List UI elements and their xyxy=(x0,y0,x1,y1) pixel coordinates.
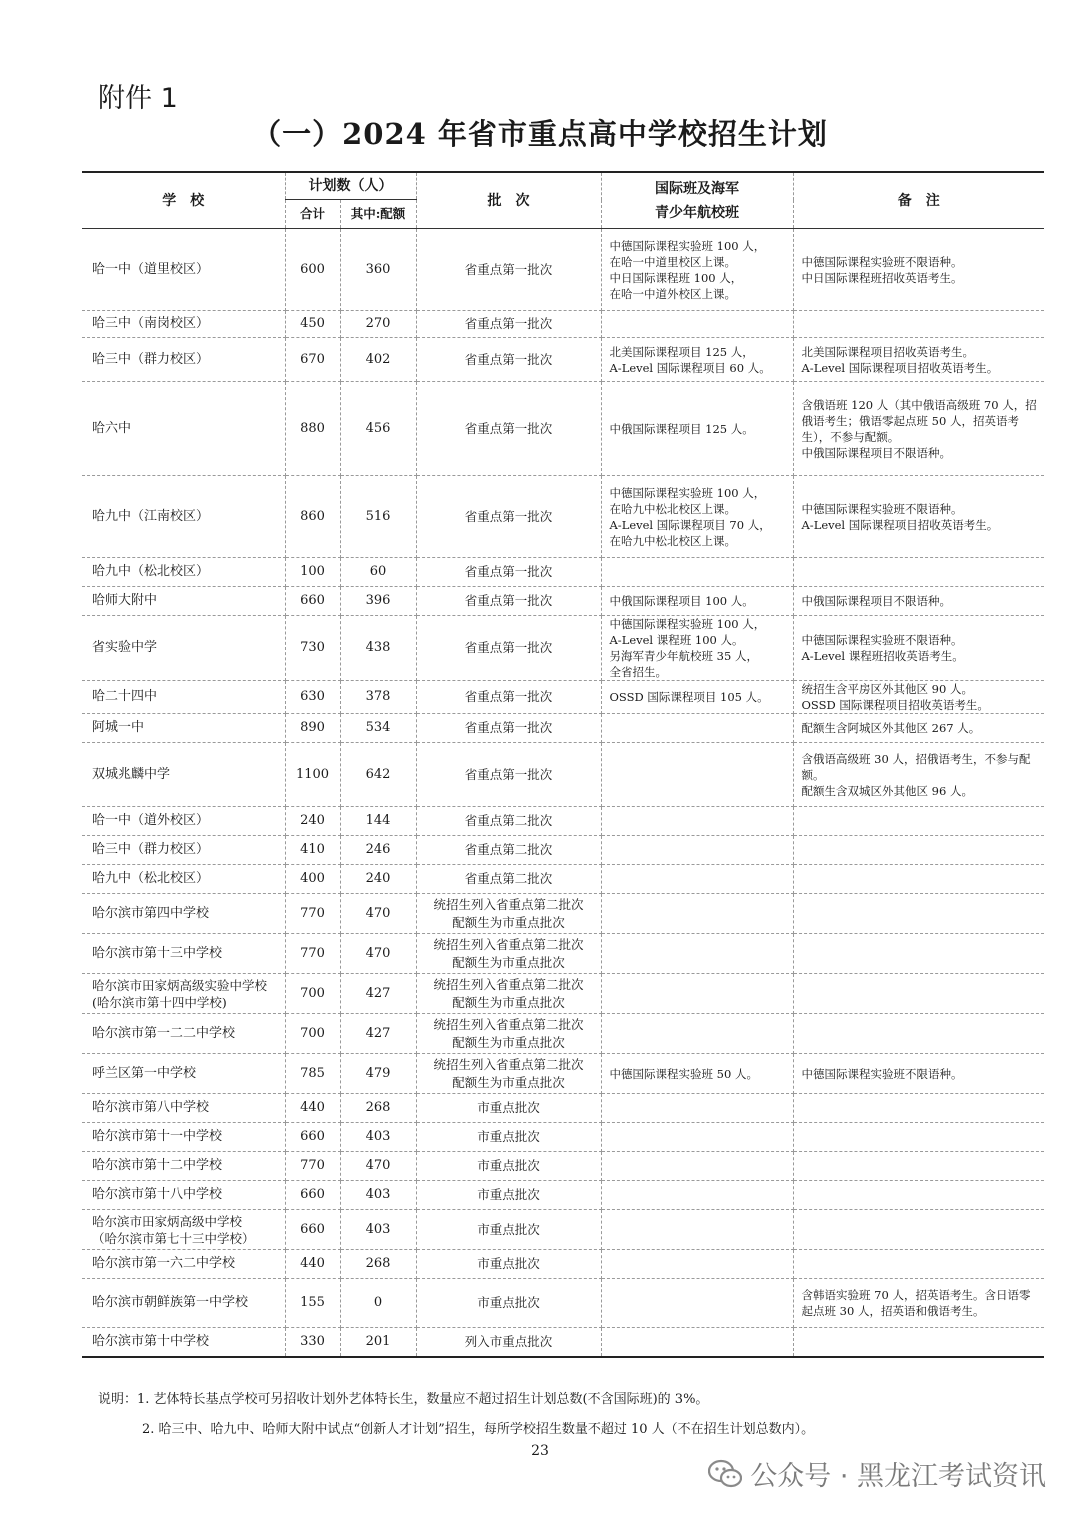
table-row xyxy=(82,338,1044,382)
intl-class-cell xyxy=(601,558,793,587)
batch-cell: 省重点第一批次 xyxy=(416,681,601,714)
note-cell xyxy=(793,558,1044,587)
table-row xyxy=(82,1123,1044,1152)
intl-class-cell xyxy=(601,894,793,934)
intl-class-cell xyxy=(601,1210,793,1250)
total-cell: 860 xyxy=(285,476,340,558)
watermark-text: 公众号 · 黑龙江考试资讯 xyxy=(750,1461,1046,1492)
total-cell: 240 xyxy=(285,807,340,836)
table-row xyxy=(82,558,1044,587)
total-cell: 660 xyxy=(285,1123,340,1152)
note-cell xyxy=(793,934,1044,974)
batch-cell: 市重点批次 xyxy=(416,1210,601,1250)
header-intl xyxy=(601,172,793,229)
note-cell: 配额生含阿城区外其他区 267 人。 xyxy=(793,714,1044,743)
quota-cell: 0 xyxy=(340,1279,416,1328)
quota-cell: 396 xyxy=(340,587,416,616)
table-row xyxy=(82,1279,1044,1328)
batch-cell: 统招生列入省重点第二批次 配额生为市重点批次 xyxy=(416,894,601,934)
note-cell: 中德国际课程实验班不限语种。 中日国际课程班招收英语考生。 xyxy=(793,229,1044,311)
batch-cell: 市重点批次 xyxy=(416,1250,601,1279)
intl-class-cell xyxy=(601,1123,793,1152)
header-plan: 计划数（人） xyxy=(285,172,416,200)
quota-cell: 268 xyxy=(340,1250,416,1279)
school-cell: 哈三中（群力校区） xyxy=(82,338,285,382)
note-cell xyxy=(793,1152,1044,1181)
intl-class-cell xyxy=(601,311,793,338)
quota-cell: 427 xyxy=(340,974,416,1014)
total-cell: 660 xyxy=(285,1210,340,1250)
quota-cell: 427 xyxy=(340,1014,416,1054)
table-row xyxy=(82,894,1044,934)
batch-cell: 统招生列入省重点第二批次 配额生为市重点批次 xyxy=(416,1014,601,1054)
table-row xyxy=(82,1014,1044,1054)
total-cell: 630 xyxy=(285,681,340,714)
batch-cell: 市重点批次 xyxy=(416,1279,601,1328)
batch-cell: 省重点第一批次 xyxy=(416,558,601,587)
batch-cell: 省重点第一批次 xyxy=(416,587,601,616)
note-cell xyxy=(793,1181,1044,1210)
quota-cell: 246 xyxy=(340,836,416,865)
batch-cell: 市重点批次 xyxy=(416,1181,601,1210)
batch-cell: 省重点第二批次 xyxy=(416,865,601,894)
school-cell: 呼兰区第一中学校 xyxy=(82,1054,285,1094)
school-cell: 哈尔滨市第十二中学校 xyxy=(82,1152,285,1181)
school-cell: 哈尔滨市朝鲜族第一中学校 xyxy=(82,1279,285,1328)
intl-class-cell: 中德国际课程实验班 50 人。 xyxy=(601,1054,793,1094)
school-cell: 哈尔滨市第十三中学校 xyxy=(82,934,285,974)
note-cell: 中德国际课程实验班不限语种。 A-Level 国际课程项目招收英语考生。 xyxy=(793,476,1044,558)
total-cell: 785 xyxy=(285,1054,340,1094)
intl-class-cell xyxy=(601,836,793,865)
table-row xyxy=(82,1054,1044,1094)
table-row xyxy=(82,311,1044,338)
header-intl-line2: 青少年航校班 xyxy=(655,204,739,221)
school-cell: 哈一中（道外校区） xyxy=(82,807,285,836)
total-cell: 880 xyxy=(285,382,340,476)
table-row xyxy=(82,382,1044,476)
note-cell xyxy=(793,807,1044,836)
batch-cell: 列入市重点批次 xyxy=(416,1328,601,1357)
quota-cell: 470 xyxy=(340,934,416,974)
school-cell: 哈尔滨市第十中学校 xyxy=(82,1328,285,1357)
intl-class-cell: 北美国际课程项目 125 人， A-Level 国际课程项目 60 人。 xyxy=(601,338,793,382)
wechat-icon xyxy=(708,1459,742,1489)
table-row xyxy=(82,1181,1044,1210)
quota-cell: 470 xyxy=(340,1152,416,1181)
quota-cell: 144 xyxy=(340,807,416,836)
table-row xyxy=(82,1250,1044,1279)
attachment-label: 附件 1 xyxy=(98,83,178,114)
note-cell xyxy=(793,974,1044,1014)
batch-cell: 省重点第一批次 xyxy=(416,616,601,681)
table-row xyxy=(82,1328,1044,1357)
table-row xyxy=(82,714,1044,743)
note-cell xyxy=(793,1094,1044,1123)
table-row xyxy=(82,1210,1044,1250)
header-total: 合计 xyxy=(285,200,340,229)
school-cell: 哈尔滨市第十八中学校 xyxy=(82,1181,285,1210)
total-cell: 330 xyxy=(285,1328,340,1357)
quota-cell: 438 xyxy=(340,616,416,681)
table-row xyxy=(82,836,1044,865)
header-quota: 其中:配额 xyxy=(340,200,416,229)
table-row xyxy=(82,1094,1044,1123)
school-cell: 省实验中学 xyxy=(82,616,285,681)
batch-cell: 省重点第二批次 xyxy=(416,836,601,865)
quota-cell: 534 xyxy=(340,714,416,743)
intl-class-cell xyxy=(601,1328,793,1357)
header-note: 备 注 xyxy=(793,172,1044,229)
quota-cell: 403 xyxy=(340,1210,416,1250)
batch-cell: 省重点第一批次 xyxy=(416,311,601,338)
intl-class-cell xyxy=(601,974,793,1014)
total-cell: 730 xyxy=(285,616,340,681)
school-cell: 哈尔滨市第四中学校 xyxy=(82,894,285,934)
school-cell: 哈尔滨市第十一中学校 xyxy=(82,1123,285,1152)
total-cell: 770 xyxy=(285,1152,340,1181)
table-row xyxy=(82,681,1044,714)
quota-cell: 60 xyxy=(340,558,416,587)
total-cell: 770 xyxy=(285,894,340,934)
total-cell: 400 xyxy=(285,865,340,894)
intl-class-cell xyxy=(601,714,793,743)
total-cell: 660 xyxy=(285,587,340,616)
table-row xyxy=(82,934,1044,974)
total-cell: 890 xyxy=(285,714,340,743)
batch-cell: 统招生列入省重点第二批次 配额生为市重点批次 xyxy=(416,1054,601,1094)
note-cell xyxy=(793,1210,1044,1250)
intl-class-cell xyxy=(601,807,793,836)
total-cell: 410 xyxy=(285,836,340,865)
quota-cell: 403 xyxy=(340,1123,416,1152)
intl-class-cell: 中德国际课程实验班 100 人， 在哈一中道里校区上课。 中日国际课程班 100 人， 在哈一中道外校区上课。 xyxy=(601,229,793,311)
quota-cell: 642 xyxy=(340,743,416,807)
intl-class-cell: 中俄国际课程项目 100 人。 xyxy=(601,587,793,616)
quota-cell: 456 xyxy=(340,382,416,476)
quota-cell: 270 xyxy=(340,311,416,338)
batch-cell: 省重点第一批次 xyxy=(416,338,601,382)
table-row xyxy=(82,743,1044,807)
note-cell: 中德国际课程实验班不限语种。 A-Level 课程班招收英语考生。 xyxy=(793,616,1044,681)
batch-cell: 省重点第一批次 xyxy=(416,743,601,807)
table-row xyxy=(82,476,1044,558)
total-cell: 450 xyxy=(285,311,340,338)
note-cell: 含俄语班 120 人（其中俄语高级班 70 人，招俄语考生；俄语零起点班 50 人，招英语考生），不参与配额。 中俄国际课程项目不限语种。 xyxy=(793,382,1044,476)
quota-cell: 201 xyxy=(340,1328,416,1357)
quota-cell: 403 xyxy=(340,1181,416,1210)
batch-cell: 省重点第一批次 xyxy=(416,476,601,558)
school-cell: 哈三中（南岗校区） xyxy=(82,311,285,338)
table-row xyxy=(82,1152,1044,1181)
quota-cell: 240 xyxy=(340,865,416,894)
intl-class-cell: OSSD 国际课程项目 105 人。 xyxy=(601,681,793,714)
batch-cell: 市重点批次 xyxy=(416,1123,601,1152)
intl-class-cell xyxy=(601,1181,793,1210)
watermark xyxy=(708,1454,1046,1493)
note-cell xyxy=(793,1014,1044,1054)
intl-class-cell xyxy=(601,743,793,807)
page-number: 23 xyxy=(531,1443,549,1459)
batch-cell: 省重点第二批次 xyxy=(416,807,601,836)
total-cell: 600 xyxy=(285,229,340,311)
school-cell: 哈尔滨市田家炳高级实验中学校 (哈尔滨市第十四中学校) xyxy=(82,974,285,1014)
total-cell: 700 xyxy=(285,974,340,1014)
total-cell: 155 xyxy=(285,1279,340,1328)
table-row xyxy=(82,865,1044,894)
intl-class-cell xyxy=(601,1152,793,1181)
note-cell xyxy=(793,1123,1044,1152)
batch-cell: 市重点批次 xyxy=(416,1094,601,1123)
page-title: （一）2024 年省市重点高中学校招生计划 xyxy=(252,117,828,151)
intl-class-cell xyxy=(601,1014,793,1054)
note-cell xyxy=(793,894,1044,934)
header-batch: 批 次 xyxy=(416,172,601,229)
table-row xyxy=(82,807,1044,836)
explanation-2: 2. 哈三中、哈九中、哈师大附中试点“创新人才计划”招生，每所学校招生数量不超过 10 人（不在招生计划总数内）。 xyxy=(142,1422,815,1437)
explanation-1: 说明：1. 艺体特长基点学校可另招收计划外艺体特长生，数量应不超过招生计划总数(不含国际班)的 3%。 xyxy=(98,1392,709,1407)
note-cell: 含韩语实验班 70 人，招英语考生。含日语零起点班 30 人，招英语和俄语考生。 xyxy=(793,1279,1044,1328)
note-cell: 中俄国际课程项目不限语种。 xyxy=(793,587,1044,616)
school-cell: 哈九中（松北校区） xyxy=(82,865,285,894)
note-cell: 统招生含平房区外其他区 90 人。 OSSD 国际课程项目招收英语考生。 xyxy=(793,681,1044,714)
batch-cell: 统招生列入省重点第二批次 配额生为市重点批次 xyxy=(416,974,601,1014)
enrollment-plan-table xyxy=(82,171,1044,1358)
quota-cell: 479 xyxy=(340,1054,416,1094)
quota-cell: 268 xyxy=(340,1094,416,1123)
note-cell xyxy=(793,1250,1044,1279)
intl-class-cell: 中德国际课程实验班 100 人， 在哈九中松北校区上课。 A-Level 国际课程项目 70 人， 在哈九中松北校区上课。 xyxy=(601,476,793,558)
total-cell: 100 xyxy=(285,558,340,587)
total-cell: 670 xyxy=(285,338,340,382)
note-cell xyxy=(793,865,1044,894)
total-cell: 440 xyxy=(285,1250,340,1279)
total-cell: 440 xyxy=(285,1094,340,1123)
school-cell: 阿城一中 xyxy=(82,714,285,743)
batch-cell: 省重点第一批次 xyxy=(416,382,601,476)
total-cell: 660 xyxy=(285,1181,340,1210)
school-cell: 哈一中（道里校区） xyxy=(82,229,285,311)
note-cell: 北美国际课程项目招收英语考生。 A-Level 国际课程项目招收英语考生。 xyxy=(793,338,1044,382)
header-intl-line1: 国际班及海军 xyxy=(655,180,739,197)
school-cell: 哈尔滨市第一二二中学校 xyxy=(82,1014,285,1054)
intl-class-cell xyxy=(601,1250,793,1279)
total-cell: 700 xyxy=(285,1014,340,1054)
table-row xyxy=(82,974,1044,1014)
intl-class-cell: 中俄国际课程项目 125 人。 xyxy=(601,382,793,476)
school-cell: 哈尔滨市第一六二中学校 xyxy=(82,1250,285,1279)
batch-cell: 省重点第一批次 xyxy=(416,714,601,743)
total-cell: 1100 xyxy=(285,743,340,807)
intl-class-cell: 中德国际课程实验班 100 人， A-Level 课程班 100 人。 另海军青少年航校班 35 人， 全省招生。 xyxy=(601,616,793,681)
note-cell xyxy=(793,1328,1044,1357)
school-cell: 哈六中 xyxy=(82,382,285,476)
intl-class-cell xyxy=(601,1094,793,1123)
intl-class-cell xyxy=(601,1279,793,1328)
quota-cell: 360 xyxy=(340,229,416,311)
batch-cell: 省重点第一批次 xyxy=(416,229,601,311)
note-cell: 含俄语高级班 30 人，招俄语考生，不参与配额。 配额生含双城区外其他区 96 人。 xyxy=(793,743,1044,807)
note-cell xyxy=(793,311,1044,338)
quota-cell: 402 xyxy=(340,338,416,382)
table-row xyxy=(82,616,1044,681)
school-cell: 哈尔滨市田家炳高级中学校 （哈尔滨市第七十三中学校） xyxy=(82,1210,285,1250)
intl-class-cell xyxy=(601,934,793,974)
note-cell xyxy=(793,836,1044,865)
note-cell: 中德国际课程实验班不限语种。 xyxy=(793,1054,1044,1094)
header-school: 学 校 xyxy=(82,172,285,229)
school-cell: 哈二十四中 xyxy=(82,681,285,714)
table-row xyxy=(82,229,1044,311)
school-cell: 双城兆麟中学 xyxy=(82,743,285,807)
total-cell: 770 xyxy=(285,934,340,974)
quota-cell: 516 xyxy=(340,476,416,558)
school-cell: 哈尔滨市第八中学校 xyxy=(82,1094,285,1123)
batch-cell: 市重点批次 xyxy=(416,1152,601,1181)
school-cell: 哈九中（江南校区） xyxy=(82,476,285,558)
school-cell: 哈师大附中 xyxy=(82,587,285,616)
batch-cell: 统招生列入省重点第二批次 配额生为市重点批次 xyxy=(416,934,601,974)
quota-cell: 378 xyxy=(340,681,416,714)
school-cell: 哈九中（松北校区） xyxy=(82,558,285,587)
quota-cell: 470 xyxy=(340,894,416,934)
intl-class-cell xyxy=(601,865,793,894)
table-row xyxy=(82,587,1044,616)
school-cell: 哈三中（群力校区） xyxy=(82,836,285,865)
